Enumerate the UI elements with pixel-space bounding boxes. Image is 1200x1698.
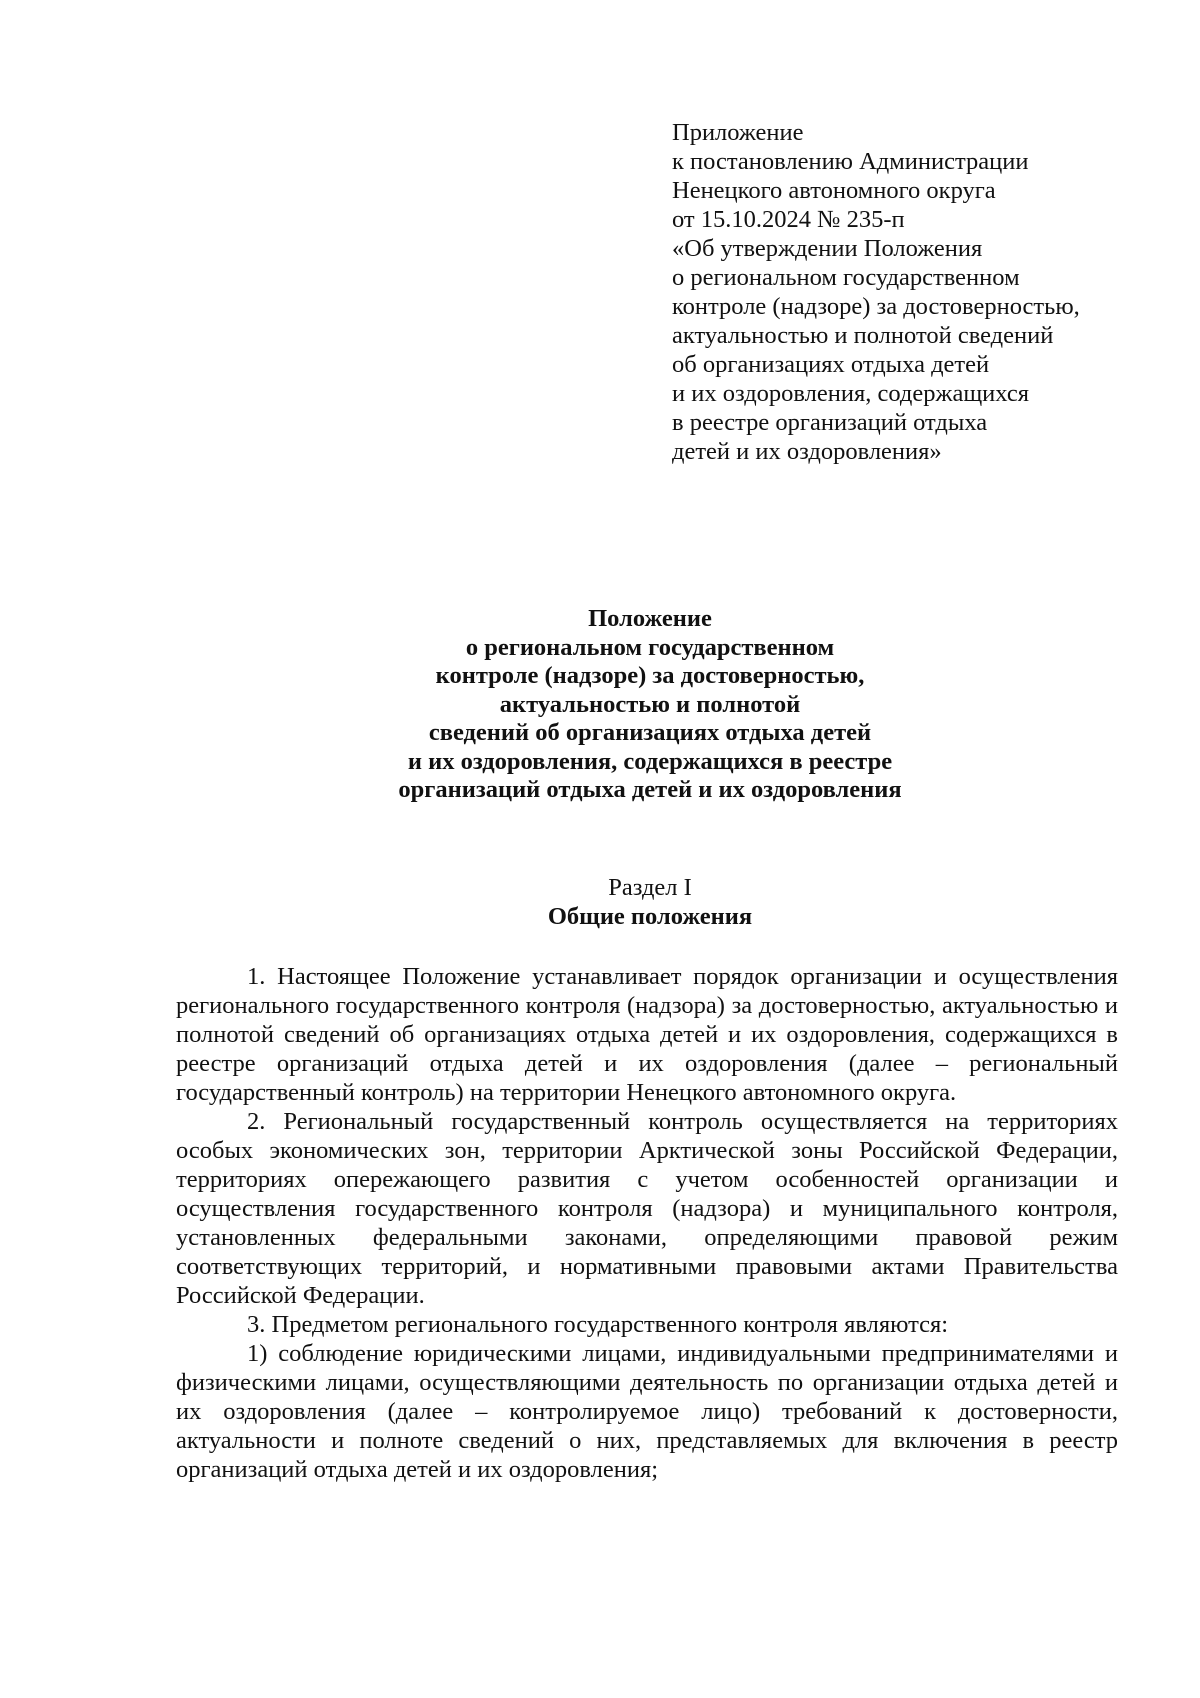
appendix-line: Приложение	[672, 119, 804, 146]
appendix-line: «Об утверждении Положения	[672, 235, 983, 262]
title-line: организаций отдыха детей и их оздоровления	[398, 776, 902, 803]
appendix-block	[672, 118, 1152, 466]
title-line: Положение	[588, 605, 712, 632]
document-title	[180, 605, 1120, 805]
appendix-line: от 15.10.2024 № 235-п	[672, 206, 905, 233]
paragraph: 2. Региональный государственный контроль осуществляется на территориях особых экономических зон, территории Арктической зоны Российской Федерации, территориях опережающего развития с учетом особенностей организации и осуществления государственного контроля (надзора) и муниципального контроля, установленных федеральными законами, определяющими правовой режим соответствующих территорий, и нормативными правовыми актами Правительства Российской Федерации.	[176, 1108, 1118, 1309]
appendix-line: и их оздоровления, содержащихся	[672, 380, 1029, 407]
appendix-line: Ненецкого автономного округа	[672, 177, 996, 204]
appendix-line: контроле (надзоре) за достоверностью,	[672, 293, 1080, 320]
paragraph: 3. Предметом регионального государственного контроля являются:	[247, 1311, 949, 1338]
title-line: актуальностью и полнотой	[499, 690, 801, 718]
appendix-line: об организациях отдыха детей	[672, 351, 990, 378]
paragraph: 1) соблюдение юридическими лицами, индивидуальными предпринимателями и физическими лицами, осуществляющими деятельность по организации отдыха детей и их оздоровления (далее – контролируемое лицо) требований к достоверности, актуальности и полноте сведений о них, представляемых для включения в реестр организаций отдыха детей и их оздоровления;	[176, 1340, 1118, 1483]
body-text	[176, 962, 1118, 1484]
appendix-line: детей и их оздоровления»	[672, 438, 942, 465]
title-line: контроле (надзоре) за достоверностью,	[435, 662, 865, 689]
appendix-line: актуальностью и полнотой сведений	[672, 322, 1054, 349]
paragraph: 1. Настоящее Положение устанавливает порядок организации и осуществления регионального государственного контроля (надзора) за достоверностью, актуальностью и полнотой сведений об организациях отдыха детей и их оздоровления, содержащихся в реестре организаций отдыха детей и их оздоровления (далее – региональный государственный контроль) на территории Ненецкого автономного округа.	[176, 963, 1118, 1106]
appendix-line: о региональном государственном	[672, 264, 1020, 291]
section-heading: Общие положения	[547, 903, 753, 930]
section-number: Раздел I	[608, 874, 692, 901]
appendix-line: к постановлению Администрации	[672, 148, 1029, 175]
appendix-line: в реестре организаций отдыха	[672, 409, 988, 436]
title-line: сведений об организациях отдыха детей	[428, 719, 872, 746]
title-line: и их оздоровления, содержащихся в реестре	[407, 747, 893, 775]
title-line: о региональном государственном	[465, 633, 835, 661]
